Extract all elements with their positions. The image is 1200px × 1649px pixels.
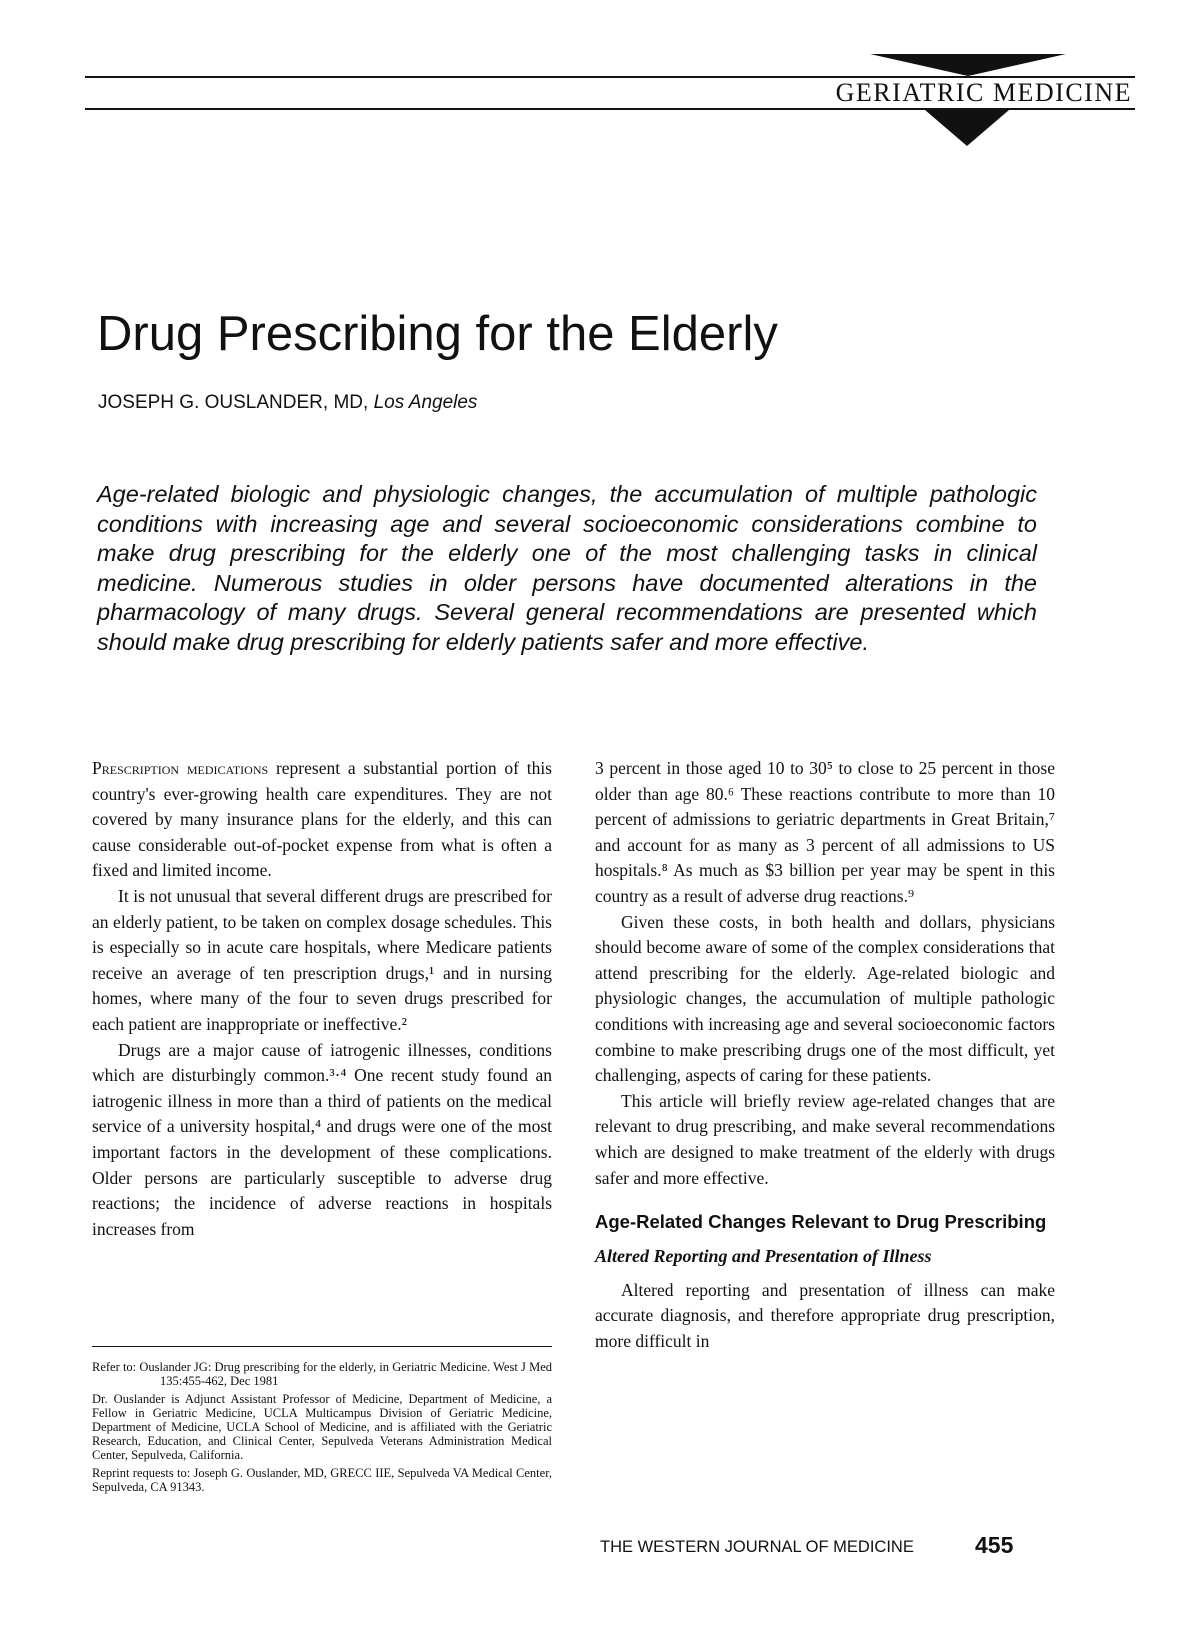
body-paragraph bbox=[92, 756, 552, 884]
page-number: 455 bbox=[975, 1532, 1014, 1558]
reprint-requests-note: Reprint requests to: Joseph G. Ouslander, MD, GRECC IIE, Sepulveda VA Medical Center, Sepulveda, CA 91343. bbox=[92, 1466, 552, 1494]
body-paragraph: Given these costs, in both health and dollars, physicians should become aware of some of the complex considerations that attend prescribing for the elderly. Age-related biologic and physiologic changes, the accumulation of multiple pathologic conditions with increasing age and several socioeconomic factors combine to make prescribing drugs one of the most difficult, yet challenging, aspects of caring for these patients. bbox=[595, 911, 1055, 1086]
body-paragraph: This article will briefly review age-related changes that are relevant to drug prescribing, and make several recommendations which are designed to make treatment of the elderly with drugs safer and more effective. bbox=[595, 1090, 1055, 1188]
body-paragraph: 3 percent in those aged 10 to 30⁵ to close to 25 percent in those older than age 80.⁶ These reactions contribute to more than 10 percent of admissions to geriatric departments in Great Britain,⁷ and account for as many as 3 percent of all admissions to US hospitals.⁸ As much as $3 billion per year may be spent in this country as a result of adverse drug reactions.⁹ bbox=[595, 758, 1055, 906]
body-paragraph: Drugs are a major cause of iatrogenic illnesses, conditions which are disturbingly common.³·⁴ One recent study found an iatrogenic illness in more than a third of patients on the medical service of a university hospital,⁴ and drugs were one of the most important factors in the development of these complications. Older persons are particularly susceptible to adverse drug reactions; the incidence of adverse reactions in hospitals increases from bbox=[92, 1039, 552, 1239]
footnote-divider bbox=[92, 1346, 552, 1347]
header-triangle-bottom bbox=[925, 110, 1009, 146]
subsection-heading: Altered Reporting and Presentation of Illness bbox=[595, 1246, 932, 1267]
section-heading: Age-Related Changes Relevant to Drug Prescribing bbox=[595, 1211, 1047, 1233]
author-location: Los Angeles bbox=[373, 392, 478, 413]
author-name: JOSEPH G. OUSLANDER, MD, bbox=[98, 392, 369, 413]
author-byline bbox=[98, 392, 477, 414]
header-triangle-top bbox=[870, 54, 1066, 76]
paragraph-text: represent a substantial portion of this country's ever-growing health care expenditures. They are not covered by many insurance plans for the elderly, and this can cause considerable out-of-pocket expense from what is often a fixed and limited income. bbox=[92, 758, 552, 881]
refer-to-citation: Refer to: Ouslander JG: Drug prescribing for the elderly, in Geriatric Medicine. West J Med 135:455-462, Dec 1981 bbox=[92, 1360, 552, 1388]
footnotes bbox=[92, 1360, 552, 1498]
body-paragraph: It is not unusual that several different drugs are prescribed for an elderly patient, to be taken on complex dosage schedules. This is especially so in acute care hospitals, where Medicare patients receive an average of ten prescription drugs,¹ and in nursing homes, where many of the four to seven drugs prescribed for each patient are inappropriate or ineffective.² bbox=[92, 885, 552, 1034]
body-column-left bbox=[92, 756, 552, 1242]
body-paragraph: Altered reporting and presentation of illness can make accurate diagnosis, and therefore appropriate drug prescription, more difficult in bbox=[595, 1279, 1055, 1351]
section-running-head: GERIATRIC MEDICINE bbox=[828, 78, 1132, 108]
article-title: Drug Prescribing for the Elderly bbox=[97, 307, 778, 361]
article-abstract: Age-related biologic and physiologic changes, the accumulation of multiple pathologic conditions with increasing age and several socioeconomic considerations combine to make drug prescribing for the elderly one of the most challenging tasks in clinical medicine. Numerous studies in older persons have documented alterations in the pharmacology of many drugs. Several general recommendations are presented which should make drug prescribing for elderly patients safer and more effective. bbox=[97, 481, 1037, 655]
lead-in-smallcaps: Prescription medications bbox=[92, 758, 269, 778]
journal-name-footer: THE WESTERN JOURNAL OF MEDICINE bbox=[600, 1538, 914, 1556]
author-affiliation-note: Dr. Ouslander is Adjunct Assistant Professor of Medicine, Department of Medicine, a Fellow in Geriatric Medicine, UCLA Multicampus Division of Geriatric Medicine, Department of Medicine, UCLA School of Medicine, and is affiliated with the Geriatric Research, Education, and Clinical Center, Sepulveda Veterans Administration Medical Center, Sepulveda, California. bbox=[92, 1392, 552, 1462]
body-column-right bbox=[595, 756, 1055, 1354]
